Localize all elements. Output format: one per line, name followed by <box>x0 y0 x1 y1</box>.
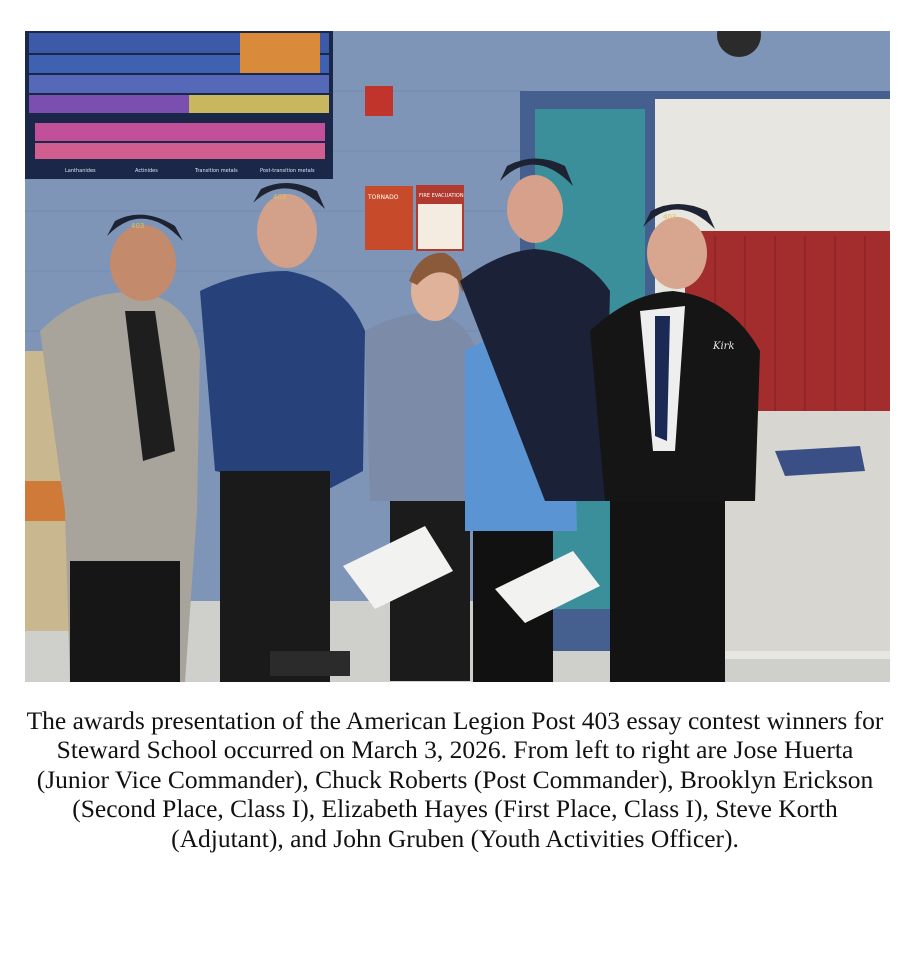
cap-number: 403 <box>131 222 145 230</box>
tornado-sign <box>365 186 413 250</box>
periodic-table-label: Post-transition metals <box>260 168 315 174</box>
fire-evacuation-sign <box>417 186 464 250</box>
periodic-table-label: Lanthanides <box>65 168 96 174</box>
tornado-sign-text: TORNADO <box>368 194 399 201</box>
fire-sign-text: FIRE EVACUATION <box>419 193 464 199</box>
cap-number: 403 <box>663 213 677 221</box>
photo-caption: The awards presentation of the American Legion Post 403 essay contest winners for Steward School occurred on March 3, 2026. From left to right are Jose Huerta (Junior Vice Commander), Chuck Roberts (Post Commander), Brooklyn Erickson (Second Place, Class I), Elizabeth Hayes (First Place, Class I), Steve Korth (Adjutant), and John Gruben (Youth Activities Officer). <box>26 706 884 853</box>
jacket-logo: Kirk <box>713 341 735 352</box>
periodic-table-label: Transition metals <box>195 168 238 174</box>
group-photo <box>25 31 890 682</box>
cap-number: 403 <box>273 193 287 201</box>
periodic-table-poster <box>25 31 333 179</box>
periodic-table-label: Actinides <box>135 168 158 174</box>
